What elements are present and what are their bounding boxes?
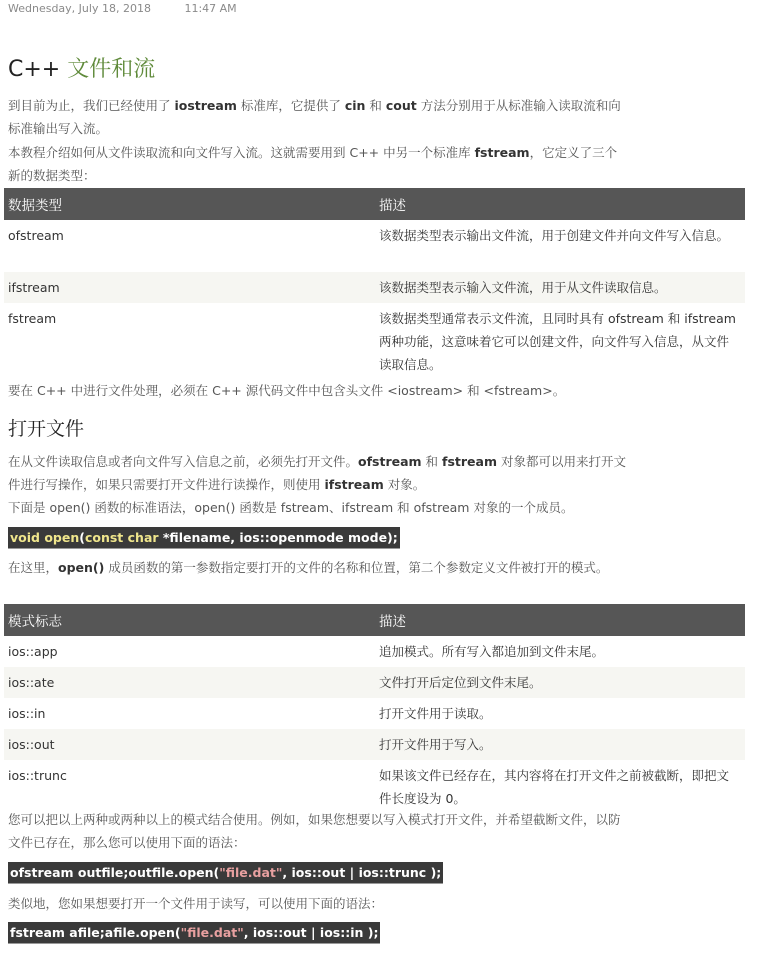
table-row: [4, 303, 745, 380]
table-cell: 如果该文件已经存在，其内容将在打开文件之前被截断，即把文件长度设为 0。: [379, 768, 730, 806]
table-header-cell: 描述: [375, 188, 745, 220]
table-row: [4, 667, 745, 698]
open-paragraph-1: 在从文件读取信息或者向文件写入信息之前，必须先打开文件。ofstream 和 fstream 对象都可以用来打开文件进行写操作，如果只需要打开文件进行读操作，则使用 ifstream 对象。: [8, 454, 626, 492]
combine-paragraph-2: 类似地，您如果想要打开一个文件用于读写，可以使用下面的语法：: [8, 896, 384, 911]
intro-paragraph-1: 到目前为止，我们已经使用了 iostream 标准库，它提供了 cin 和 cout 方法分别用于从标准输入读取流和向标准输出写入流。: [8, 98, 621, 136]
note-time: 11:47 AM: [184, 2, 237, 15]
table-cell: 文件打开后定位到文件末尾。: [375, 667, 745, 698]
include-headers-paragraph: 要在 C++ 中进行文件处理，必须在 C++ 源代码文件中包含头文件 <iostream> 和 <fstream>。: [8, 383, 566, 398]
table-cell: ofstream: [8, 228, 64, 243]
table-row: [4, 698, 745, 729]
code-open-syntax: void open(const char *filename, ios::openmode mode);: [8, 527, 400, 549]
code-outfile-example: ofstream outfile;outfile.open("file.dat", ios::out | ios::trunc );: [8, 862, 443, 884]
table-header-cell: 模式标志: [4, 604, 375, 636]
table-row: [4, 636, 745, 667]
table-row: [4, 760, 745, 814]
table-header-cell: 数据类型: [4, 188, 375, 220]
table-cell: ifstream: [4, 272, 375, 303]
title-prefix: C++: [8, 57, 61, 82]
note-metadata: [8, 2, 267, 15]
combine-paragraph-1: 您可以把以上两种或两种以上的模式结合使用。例如，如果您想要以写入模式打开文件，并希望截断文件，以防文件已存在，那么您可以使用下面的语法：: [8, 812, 621, 850]
table-cell: 打开文件用于读取。: [379, 706, 492, 721]
title-main: 文件和流: [67, 57, 156, 82]
table-cell: ios::out: [4, 729, 375, 760]
table-row: [4, 272, 745, 303]
table-row: [4, 729, 745, 760]
table-cell: ios::trunc: [8, 768, 67, 783]
table-cell: 该数据类型表示输出文件流，用于创建文件并向文件写入信息。: [379, 228, 730, 243]
code-afile-example: fstream afile;afile.open("file.dat", ios::out | ios::in );: [8, 922, 380, 944]
mode-flags-table: [4, 604, 745, 814]
open-paragraph-2: 下面是 open() 函数的标准语法，open() 函数是 fstream、ifstream 和 ofstream 对象的一个成员。: [8, 500, 574, 515]
table-header-cell: 描述: [375, 604, 745, 636]
open-paragraph-3: 在这里，open() 成员函数的第一参数指定要打开的文件的名称和位置，第二个参数定义文件被打开的模式。: [8, 560, 609, 575]
table-cell: 追加模式。所有写入都追加到文件末尾。: [379, 644, 605, 659]
table-header-row: [4, 604, 745, 636]
table-cell: 该数据类型通常表示文件流，且同时具有 ofstream 和 ifstream 两种功能，这意味着它可以创建文件，向文件写入信息，从文件读取信息。: [379, 311, 736, 372]
table-header-row: [4, 188, 745, 220]
table-cell: ios::ate: [4, 667, 375, 698]
section-heading-open-file: 打开文件: [8, 418, 85, 440]
table-cell: 打开文件用于写入。: [375, 729, 745, 760]
note-date: Wednesday, July 18, 2018: [8, 2, 151, 15]
page-title: [8, 52, 155, 83]
table-row: [4, 220, 745, 272]
data-types-table: [4, 188, 745, 380]
intro-paragraph-2: 本教程介绍如何从文件读取流和向文件写入流。这就需要用到 C++ 中另一个标准库 fstream，它定义了三个新的数据类型：: [8, 145, 618, 183]
table-cell: ios::in: [8, 706, 46, 721]
table-cell: ios::app: [8, 644, 58, 659]
table-cell: fstream: [8, 311, 57, 326]
table-cell: 该数据类型表示输入文件流，用于从文件读取信息。: [375, 272, 745, 303]
